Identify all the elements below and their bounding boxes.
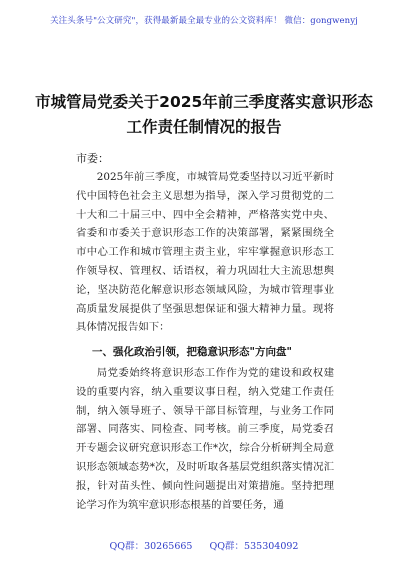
title-line-1: 市城管局党委关于2025年前三季度落实意识形态 [35,93,373,111]
document-title [0,90,408,140]
footer-qq-group-1: QQ群：30265665 [109,541,193,552]
footer-qq-group-2: QQ群：535304092 [209,541,299,552]
section-heading-1: 一、强化政治引领，把稳意识形态"方向盘" [92,346,292,358]
paragraph-section-1: 局党委始终将意识形态工作作为党的建设和政权建设的重要内容，纳入重要议事日程，纳入党建工作责任制，纳入领导班子、领导干部目标管理，与业务工作同部署、同落实、同检查、同考核。前三季度，局党委召开专题会议研究意识形态工作*次，综合分析研判全局意识形态领域态势*次，及时听取各基层党组织落实情况汇报，针对苗头性、倾向性问题提出对策措施。坚持把理论学习作为筑牢意识形态根基的首要任务，通 [76,367,334,511]
footer-contact [0,538,408,552]
paragraph-intro: 2025年前三季度，市城管局党委坚持以习近平新时代中国特色社会主义思想为指导，深入学习贯彻党的二十大和二十届三中、四中全会精神，严格落实党中央、省委和市委关于意识形态工作的决策部署，紧紧围绕全市中心工作和城市管理主责主业，牢牢掌握意识形态工作领导权、管理权、话语权，着力巩固壮大主流思想舆论，坚决防范化解意识形态领域风险，为城市管理事业高质量发展提供了坚强思想保证和强大精神力量。现将具体情况报告如下： [76,171,334,334]
salutation: 市委： [76,152,109,165]
header-banner: 关注头条号"公文研究"，获得最新最全最专业的公文资料库！ 微信：gongwenyj [50,16,358,26]
title-line-2: 工作责任制情况的报告 [126,118,282,136]
